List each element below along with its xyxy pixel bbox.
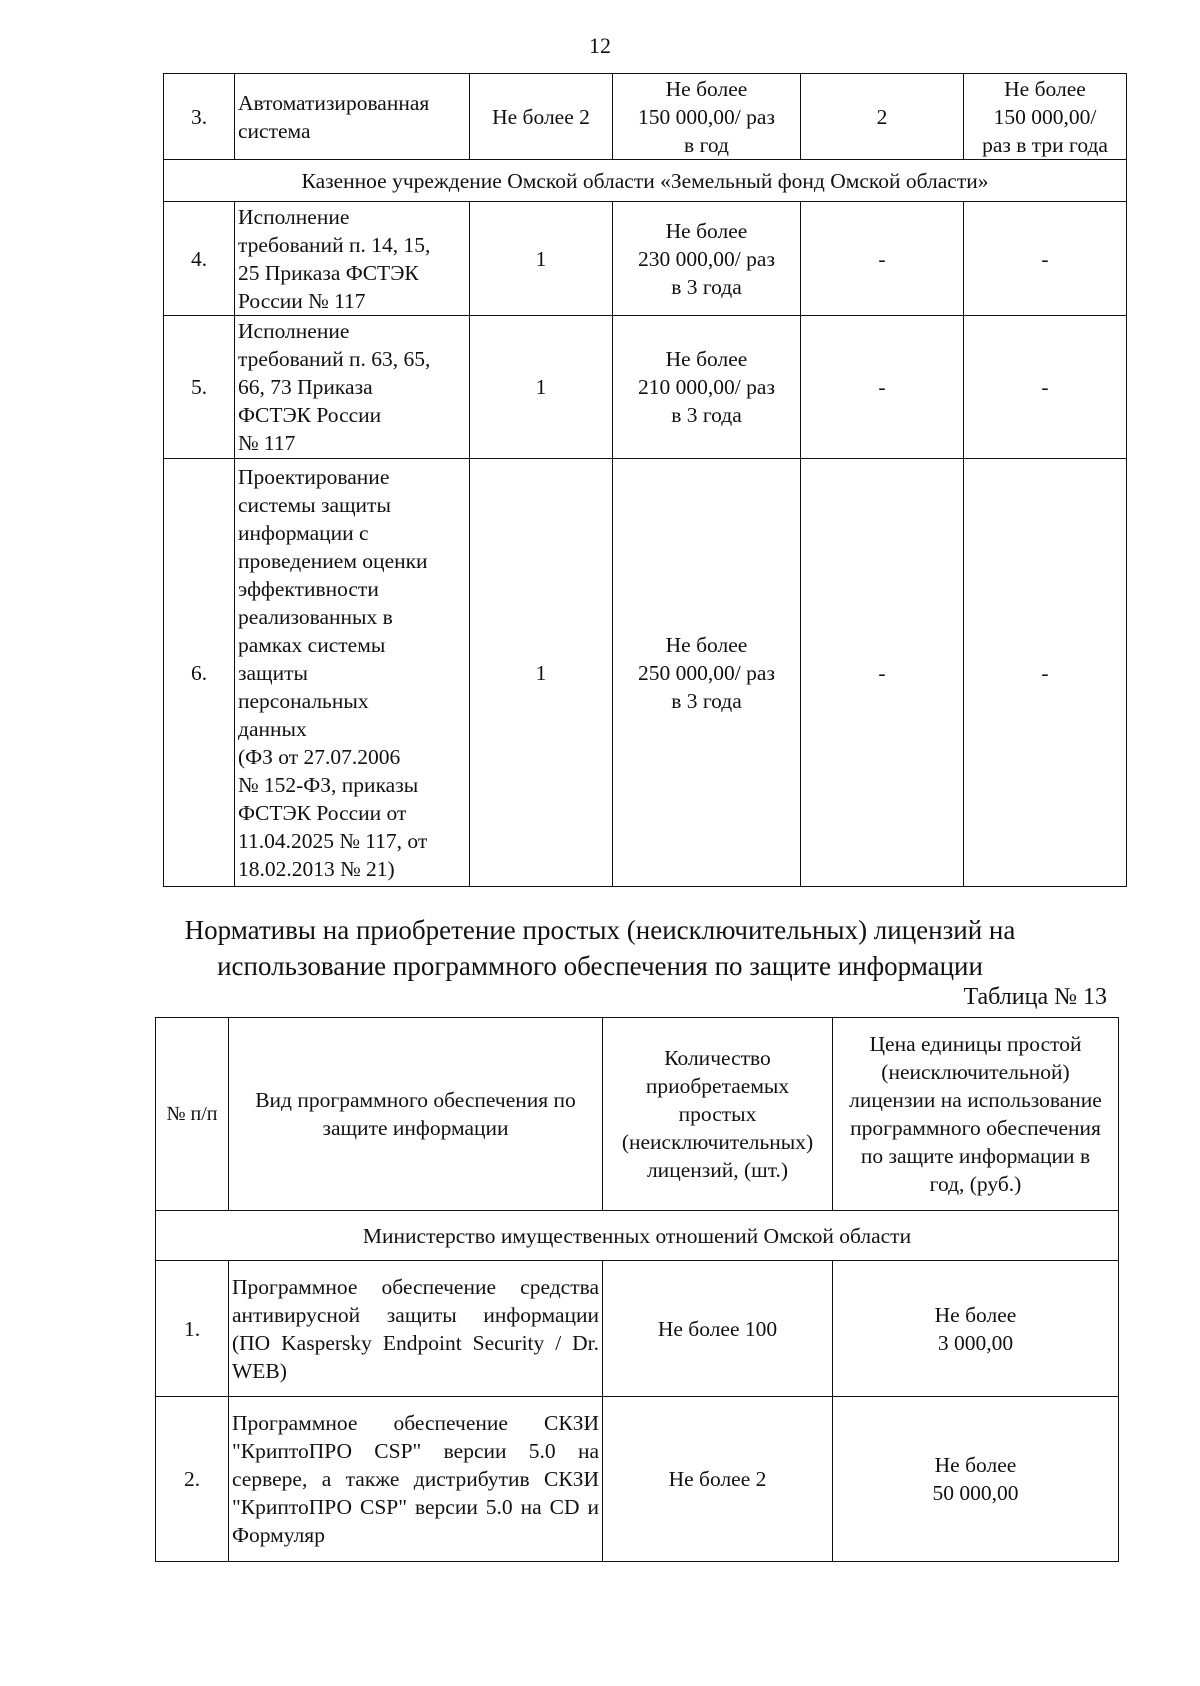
section-row xyxy=(156,1211,1119,1261)
column-5-value: - xyxy=(801,459,964,887)
table-row xyxy=(156,1397,1119,1562)
unit-price: Не более 50 000,00 xyxy=(833,1397,1119,1562)
section-heading-line-1: Нормативы на приобретение простых (неисключительных) лицензий на xyxy=(184,915,1016,945)
page-number: 12 xyxy=(589,33,611,58)
row-number: 5. xyxy=(164,316,235,459)
quantity: 1 xyxy=(470,316,613,459)
quantity: Не более 2 xyxy=(603,1397,833,1562)
quantity: Не более 100 xyxy=(603,1261,833,1397)
software-description: Программное обеспечение СКЗИ "КриптоПРО CSP" версии 5.0 на сервере, а также дистрибутив СКЗИ "КриптоПРО CSP" версии 5.0 на CD и Формуляр xyxy=(229,1397,603,1562)
row-number: 1. xyxy=(156,1261,229,1397)
column-6-value: Не более 150 000,00/ раз в три года xyxy=(964,74,1127,160)
quantity: 1 xyxy=(470,202,613,316)
row-number: 6. xyxy=(164,459,235,887)
item-name: Исполнение требований п. 63, 65, 66, 73 Приказа ФСТЭК России № 117 xyxy=(235,316,470,459)
item-name: Исполнение требований п. 14, 15, 25 Приказа ФСТЭК России № 117 xyxy=(235,202,470,316)
section-title: Казенное учреждение Омской области «Земельный фонд Омской области» xyxy=(164,160,1127,202)
column-5-value: - xyxy=(801,202,964,316)
licenses-table-continuation xyxy=(163,73,1127,887)
section-row xyxy=(164,160,1127,202)
price: Не более 150 000,00/ раз в год xyxy=(613,74,801,160)
price: Не более 210 000,00/ раз в 3 года xyxy=(613,316,801,459)
row-number: 3. xyxy=(164,74,235,160)
price: Не более 230 000,00/ раз в 3 года xyxy=(613,202,801,316)
table-row xyxy=(164,459,1127,887)
section-heading-line-2: использование программного обеспечения по защите информации xyxy=(217,951,983,981)
item-name: Автоматизированная система xyxy=(235,74,470,160)
table-row xyxy=(164,74,1127,160)
table-number: Таблица № 13 xyxy=(963,984,1107,1010)
column-6-value: - xyxy=(964,459,1127,887)
table-row xyxy=(164,316,1127,459)
column-5-value: - xyxy=(801,316,964,459)
row-number: 2. xyxy=(156,1397,229,1562)
table-row xyxy=(156,1261,1119,1397)
quantity: Не более 2 xyxy=(470,74,613,160)
licenses-table-13 xyxy=(155,1017,1119,1562)
row-number: 4. xyxy=(164,202,235,316)
header-software-type: Вид программного обеспечения по защите информации xyxy=(229,1018,603,1211)
software-description: Программное обеспечение средства антивирусной защиты информации (ПО Kaspersky Endpoint Security / Dr. WEB) xyxy=(229,1261,603,1397)
unit-price: Не более 3 000,00 xyxy=(833,1261,1119,1397)
section-title: Министерство имущественных отношений Омской области xyxy=(156,1211,1119,1261)
price: Не более 250 000,00/ раз в 3 года xyxy=(613,459,801,887)
item-name: Проектирование системы защиты информации с проведением оценки эффективности реализованных в рамках системы защиты персональных данных (ФЗ от 27.07.2006 № 152-ФЗ, приказы ФСТЭК России от 11.04.2025 № 117, от 18.02.2013 № 21) xyxy=(235,459,470,887)
column-6-value: - xyxy=(964,202,1127,316)
table-row xyxy=(164,202,1127,316)
header-number: № п/п xyxy=(156,1018,229,1211)
table-header-row xyxy=(156,1018,1119,1211)
column-6-value: - xyxy=(964,316,1127,459)
header-quantity: Количество приобретаемых простых (неисключительных) лицензий, (шт.) xyxy=(603,1018,833,1211)
header-unit-price: Цена единицы простой (неисключительной) лицензии на использование программного обеспечения по защите информации в год, (руб.) xyxy=(833,1018,1119,1211)
column-5-value: 2 xyxy=(801,74,964,160)
quantity: 1 xyxy=(470,459,613,887)
